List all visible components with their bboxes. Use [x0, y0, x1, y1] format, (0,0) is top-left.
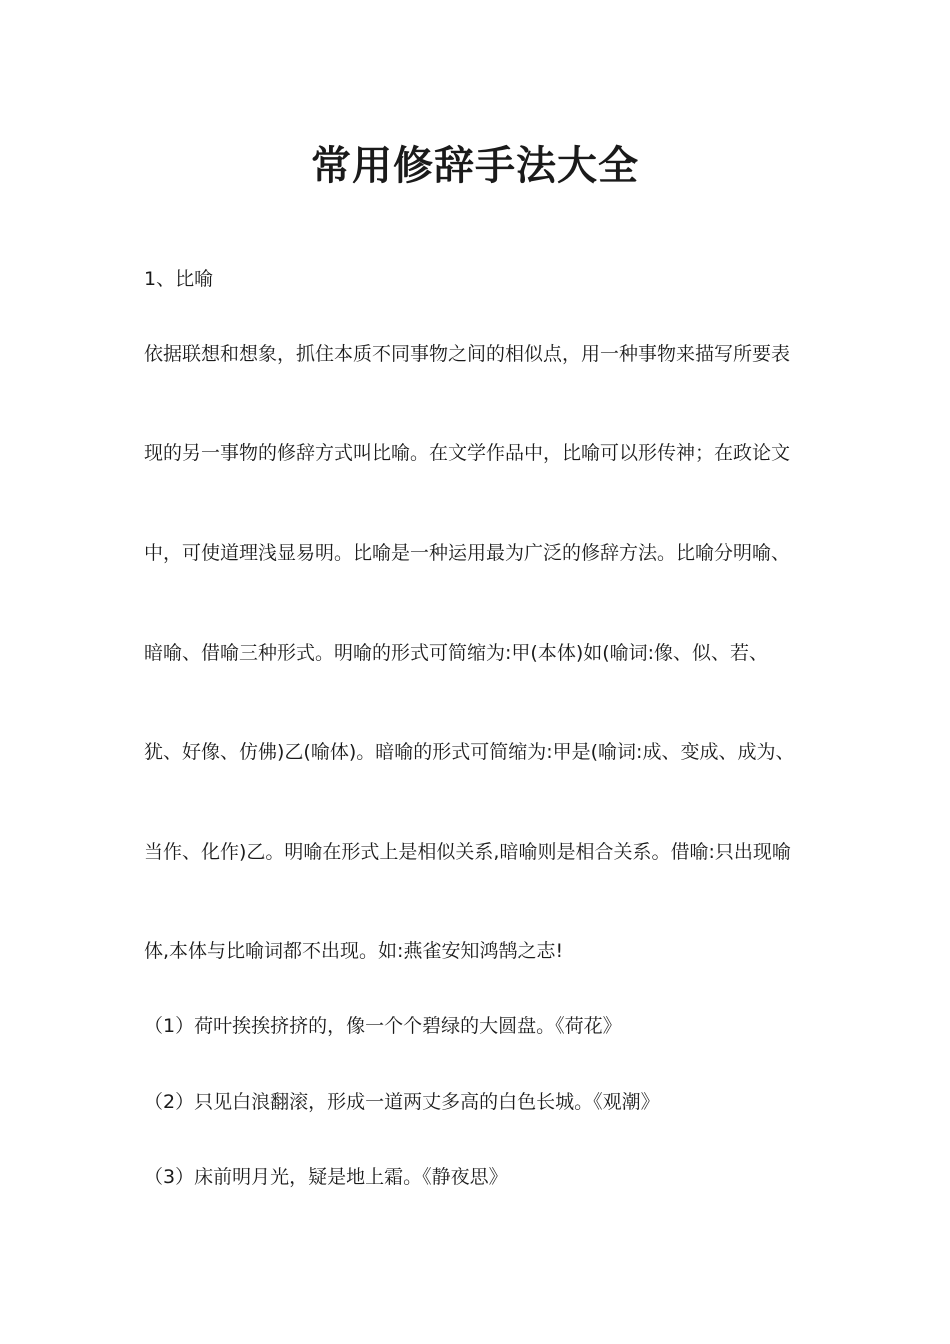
paragraph-line: 当作、化作)乙。明喻在形式上是相似关系,暗喻则是相合关系。借喻:只出现喻 [144, 841, 791, 863]
paragraph-line: 现的另一事物的修辞方式叫比喻。在文学作品中，比喻可以形传神；在政论文 [144, 442, 791, 464]
paragraph-line: 依据联想和想象，抓住本质不同事物之间的相似点，用一种事物来描写所要表 [144, 343, 791, 365]
paragraph-line: 体,本体与比喻词都不出现。如:燕雀安知鸿鹄之志! [144, 940, 564, 962]
document-title: 常用修辞手法大全 [311, 143, 639, 189]
paragraph-line: 犹、好像、仿佛)乙(喻体)。暗喻的形式可简缩为:甲是(喻词:成、变成、成为、 [144, 741, 795, 763]
example-item: （3）床前明月光，疑是地上霜。《静夜思》 [144, 1166, 508, 1188]
section-heading: 1、比喻 [144, 268, 214, 290]
paragraph-line: 暗喻、借喻三种形式。明喻的形式可简缩为:甲(本体)如(喻词:像、似、若、 [144, 642, 769, 664]
example-item: （1）荷叶挨挨挤挤的，像一个个碧绿的大圆盘。《荷花》 [144, 1015, 622, 1037]
example-item: （2）只见白浪翻滚，形成一道两丈多高的白色长城。《观潮》 [144, 1091, 660, 1113]
paragraph-line: 中，可使道理浅显易明。比喻是一种运用最为广泛的修辞方法。比喻分明喻、 [144, 542, 791, 564]
